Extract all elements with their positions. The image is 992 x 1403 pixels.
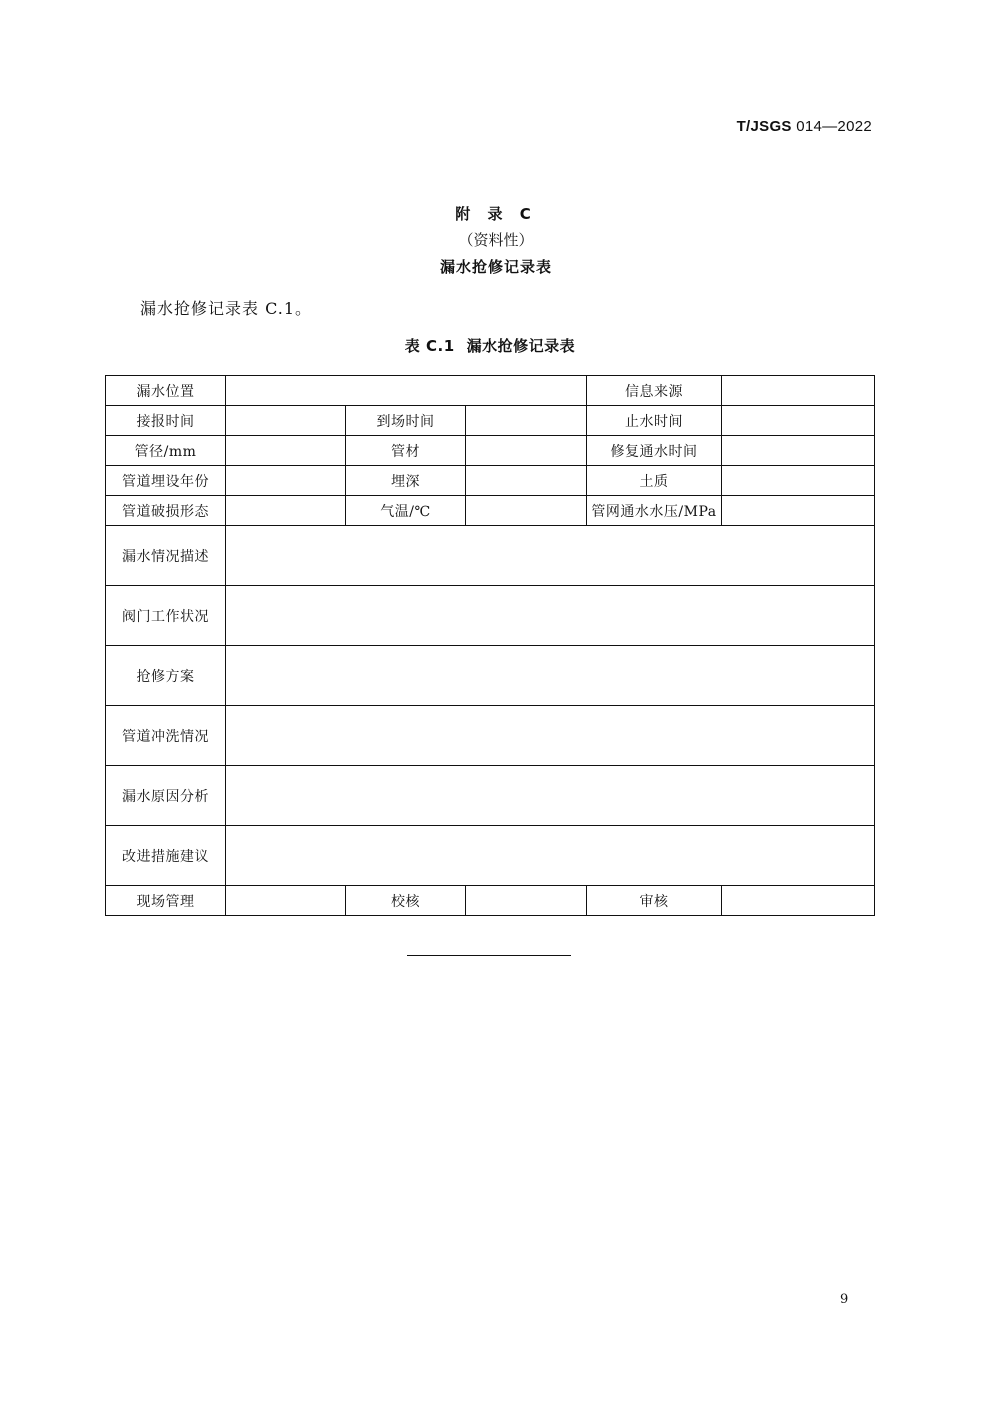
label-cause-analysis: 漏水原因分析 [106, 766, 226, 826]
standard-code [737, 118, 872, 135]
label-report-time: 接报时间 [106, 406, 226, 436]
value-cause-analysis[interactable] [226, 766, 875, 826]
value-install-year[interactable] [226, 466, 346, 496]
label-leak-location: 漏水位置 [106, 376, 226, 406]
value-network-pressure[interactable] [722, 496, 875, 526]
value-burial-depth[interactable] [466, 466, 587, 496]
end-divider [407, 955, 571, 956]
label-arrival-time: 到场时间 [346, 406, 466, 436]
table-caption: 漏水抢修记录表 [466, 337, 576, 355]
value-approver[interactable] [722, 886, 875, 916]
value-report-time[interactable] [226, 406, 346, 436]
table-number: 表 C.1 [404, 337, 455, 355]
label-site-manager: 现场管理 [106, 886, 226, 916]
value-restore-time[interactable] [722, 436, 875, 466]
label-flushing: 管道冲洗情况 [106, 706, 226, 766]
table-row [106, 766, 875, 826]
label-temperature: 气温/℃ [346, 496, 466, 526]
label-network-pressure: 管网通水水压/MPa [587, 496, 722, 526]
table-row [106, 706, 875, 766]
value-soil-type[interactable] [722, 466, 875, 496]
label-approver: 审核 [587, 886, 722, 916]
table-row [106, 826, 875, 886]
value-damage-form[interactable] [226, 496, 346, 526]
leak-repair-record-table [105, 375, 875, 916]
label-burial-depth: 埋深 [346, 466, 466, 496]
label-info-source: 信息来源 [587, 376, 722, 406]
table-row [106, 376, 875, 406]
table-row [106, 466, 875, 496]
table-row [106, 496, 875, 526]
value-pipe-diameter[interactable] [226, 436, 346, 466]
table-row [106, 526, 875, 586]
label-stop-water-time: 止水时间 [587, 406, 722, 436]
label-restore-time: 修复通水时间 [587, 436, 722, 466]
appendix-subject: 漏水抢修记录表 [439, 258, 552, 276]
value-flushing[interactable] [226, 706, 875, 766]
label-soil-type: 土质 [587, 466, 722, 496]
label-checker: 校核 [346, 886, 466, 916]
value-stop-water-time[interactable] [722, 406, 875, 436]
value-valve-status[interactable] [226, 586, 875, 646]
page-number: 9 [840, 1292, 849, 1307]
table-row [106, 646, 875, 706]
value-info-source[interactable] [722, 376, 875, 406]
value-repair-plan[interactable] [226, 646, 875, 706]
label-pipe-material: 管材 [346, 436, 466, 466]
intro-paragraph: 漏水抢修记录表 C.1。 [140, 299, 313, 318]
standard-code-prefix: T/JSGS [736, 118, 792, 135]
appendix-title: 附 录 C [455, 205, 537, 223]
table-row [106, 586, 875, 646]
table-row [106, 406, 875, 436]
table-row [106, 886, 875, 916]
value-leak-description[interactable] [226, 526, 875, 586]
appendix-nature: （资料性） [458, 231, 534, 249]
label-valve-status: 阀门工作状况 [106, 586, 226, 646]
value-leak-location[interactable] [226, 376, 587, 406]
table-row [106, 436, 875, 466]
label-pipe-diameter: 管径/mm [106, 436, 226, 466]
label-install-year: 管道埋设年份 [106, 466, 226, 496]
value-temperature[interactable] [466, 496, 587, 526]
label-improvement: 改进措施建议 [106, 826, 226, 886]
value-improvement[interactable] [226, 826, 875, 886]
value-site-manager[interactable] [226, 886, 346, 916]
label-leak-description: 漏水情况描述 [106, 526, 226, 586]
value-pipe-material[interactable] [466, 436, 587, 466]
value-arrival-time[interactable] [466, 406, 587, 436]
label-repair-plan: 抢修方案 [106, 646, 226, 706]
standard-code-number: 014—2022 [791, 118, 872, 135]
table-title [0, 335, 980, 356]
label-damage-form: 管道破损形态 [106, 496, 226, 526]
value-checker[interactable] [466, 886, 587, 916]
